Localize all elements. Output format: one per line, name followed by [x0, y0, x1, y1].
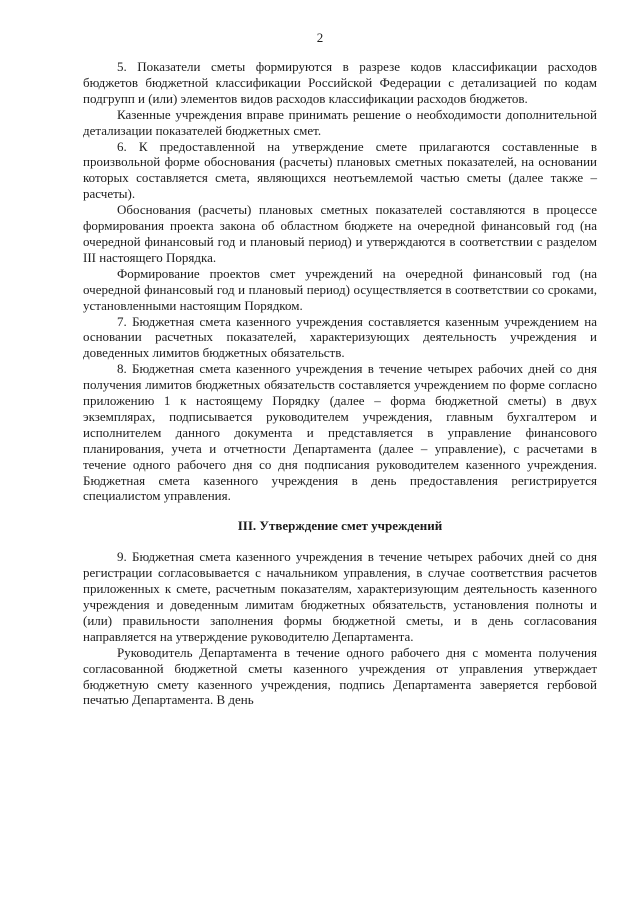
paragraph-approval: Руководитель Департамента в течение одного рабочего дня с момента получения согласованной бюджетной сметы казенного учреждения от управления утверждает бюджетную смету казенного учреждения, подпись Департамента заверяется гербовой печатью Департамента. В день	[83, 644, 597, 708]
paragraph-justifications: Обоснования (расчеты) плановых сметных показателей составляются в процессе формирования проекта закона об областном бюджете на очередной финансовый год (на очередной финансовый год и плановый период) и утверждаются в соответствии с разделом III настоящего Порядка.	[83, 202, 597, 265]
paragraph-item-5: 5. Показатели сметы формируются в разрезе кодов классификации расходов бюджетов бюджетной классификации Российской Федерации с детализацией по кодам подгрупп и (или) элементов видов расходов классификации расходов бюджетов.	[83, 59, 597, 106]
paragraph-item-8: 8. Бюджетная смета казенного учреждения в течение четырех рабочих дней со дня получения лимитов бюджетных обязательств составляется учреждением по форме согласно приложению 1 к настоящему Порядку (далее – форма бюджетной сметы) в двух экземплярах, подписывается руководителем учреждения, главным бухгалтером и исполнителем данного документа и представляется в управление финансового планирования, учета и отчетности Департамента (далее – управление), с расчетами в течение одного рабочего дня со дня подписания руководителем казенного учреждения. Бюджетная смета казенного учреждения в день предоставления регистрируется специалистом управления.	[83, 361, 597, 504]
section-heading: III. Утверждение смет учреждений	[237, 518, 443, 534]
page-number: 2	[316, 30, 324, 45]
paragraph-detail: Казенные учреждения вправе принимать решение о необходимости дополнительной детализации показателей бюджетных смет.	[83, 106, 597, 138]
document-body	[83, 59, 597, 708]
paragraph-item-6: 6. К предоставленной на утверждение смете прилагаются составленные в произвольной форме обоснования (расчеты) плановых сметных показателей, на основании которых составляется смета, являющихся неотъемлемой частью сметы (далее также – расчеты).	[83, 138, 597, 202]
paragraph-formation: Формирование проектов смет учреждений на очередной финансовый год (на очередной финансовый год и плановый период) осуществляется в соответствии со сроками, установленными настоящим Порядком.	[83, 265, 597, 313]
paragraph-item-7: 7. Бюджетная смета казенного учреждения составляется казенным учреждением на основании расчетных показателей, характеризующих деятельность учреждения и доведенных лимитов бюджетных обязательств.	[83, 313, 597, 361]
paragraph-item-9: 9. Бюджетная смета казенного учреждения в течение четырех рабочих дней со дня регистрации согласовывается с начальником управления, в случае соответствия расчетов приложенных к смете, расчетным показателям, характеризующим деятельность казенного учреждения и доведенным лимитам бюджетных обязательств, установления полноты и (или) правильности заполнения формы бюджетной сметы, и в день согласования направляется на утверждение руководителю Департамента.	[83, 549, 597, 644]
